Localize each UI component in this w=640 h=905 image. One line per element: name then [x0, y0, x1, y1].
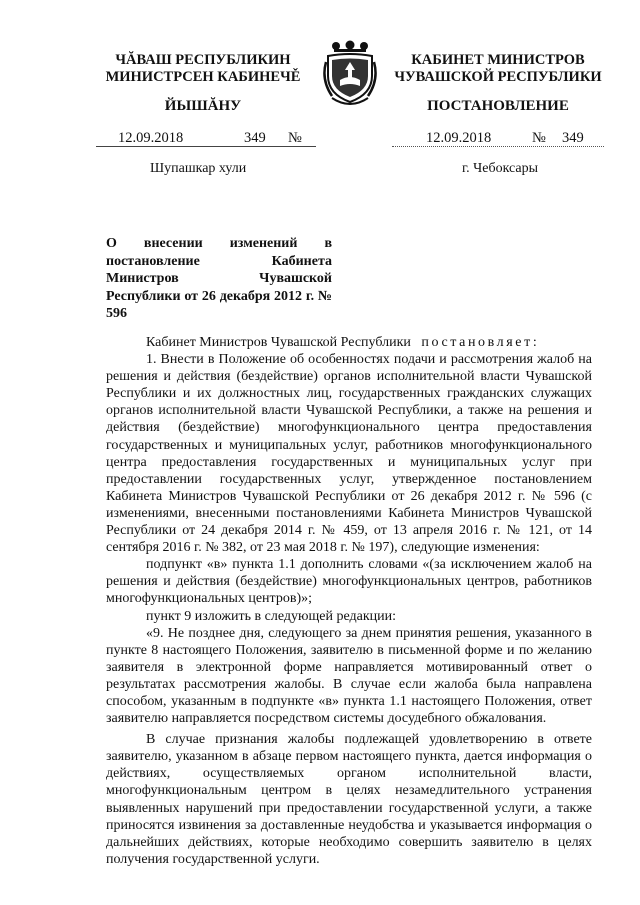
paragraph-2: подпункт «в» пункта 1.1 дополнить словами «(за исключением жалоб на решения и действия (бездействие) многофункциональных центров, работников многофункциональных центров)»; — [106, 557, 592, 607]
left-org-name — [96, 52, 310, 86]
paragraph-5: В случае признания жалобы подлежащей удовлетворению в ответе заявителю, указанном в абзаце первом настоящего пункта, дается информация о действиях, осуществляемых органом исполнительной власти, многофункциональным центром в целях незамедлительного устранения выявленных нарушений при предоставлении государственной услуги, а также приносятся извинения за доставленные неудобства и указывается информация о дальнейших действиях, которые необходимо совершить заявителю в целях получения государственной услуги. — [106, 732, 592, 867]
left-number-sign: № — [288, 130, 302, 146]
right-org-name — [392, 52, 604, 86]
right-org-line2: ЧУВАШСКОЙ РЕСПУБЛИКИ — [394, 69, 602, 85]
left-org-line2: МИНИСТРСЕН КАБИНЕЧĚ — [105, 69, 301, 85]
left-org-line1: ЧĂВАШ РЕСПУБЛИКИН — [115, 52, 291, 68]
right-city: г. Чебоксары — [462, 161, 539, 176]
right-org-line1: КАБИНЕТ МИНИСТРОВ — [411, 52, 585, 68]
left-date: 12.09.2018 — [118, 130, 184, 146]
paragraph-4: «9. Не позднее дня, следующего за днем принятия решения, указанного в пункте 8 настоящего Положения, заявителю в письменной форме и по желанию заявителя в электронной форме направляется мотивированный ответ о результатах рассмотрения жалобы. В случае если жалоба была направлена способом, указанным в подпункте «в» пункта 1.1 настоящего Положения, ответ заявителю направляется посредством системы досудебного обжалования. — [106, 625, 592, 727]
right-date: 12.09.2018 — [426, 130, 492, 146]
paragraph-1: 1. Внести в Положение об особенностях подачи и рассмотрения жалоб на решения и действия (бездействие) органов исполнительной власти Чувашской Республики и их должностных лиц, государственных гражданских служащих органов исполнительной власти Чувашской Республики, а также на решения и действия (бездействие) многофункционального центра предоставления государственных и муниципальных услуг, работников многофункционального центра предоставления государственных и муниципальных услуг при предоставлении государственных услуг, утвержденное постановлением Кабинета Министров Чувашской Республики от 26 декабря 2012 г. № 596 (с изменениями, внесенными постановлениями Кабинета Министров Чувашской Республики от 24 декабря 2014 г. № 459, от 13 апреля 2016 г. № 121, от 14 сентября 2016 г. № 382, от 23 мая 2018 г. № 197), следующие изменения: — [106, 352, 592, 556]
intro-verb: постановляет: — [421, 335, 540, 350]
document-body — [106, 334, 592, 868]
left-city: Шупашкар хули — [150, 161, 247, 176]
left-number: 349 — [244, 130, 266, 146]
chuvash-emblem-icon — [322, 40, 378, 110]
left-doc-type: ЙЫШĂНУ — [164, 98, 242, 114]
intro-paragraph — [106, 334, 592, 351]
right-number-sign: № — [532, 130, 546, 146]
paragraph-3: пункт 9 изложить в следующей редакции: — [146, 608, 396, 624]
right-number: 349 — [562, 130, 584, 146]
intro-lead: Кабинет Министров Чувашской Республики — [146, 335, 411, 350]
right-date-number-line — [392, 130, 604, 147]
right-doc-type: ПОСТАНОВЛЕНИЕ — [427, 98, 569, 114]
left-date-number-line — [96, 130, 316, 147]
document-subject: О внесении изменений в постановление Кабинета Министров Чувашской Республики от 26 декабря 2012 г. № 596 — [106, 236, 332, 321]
